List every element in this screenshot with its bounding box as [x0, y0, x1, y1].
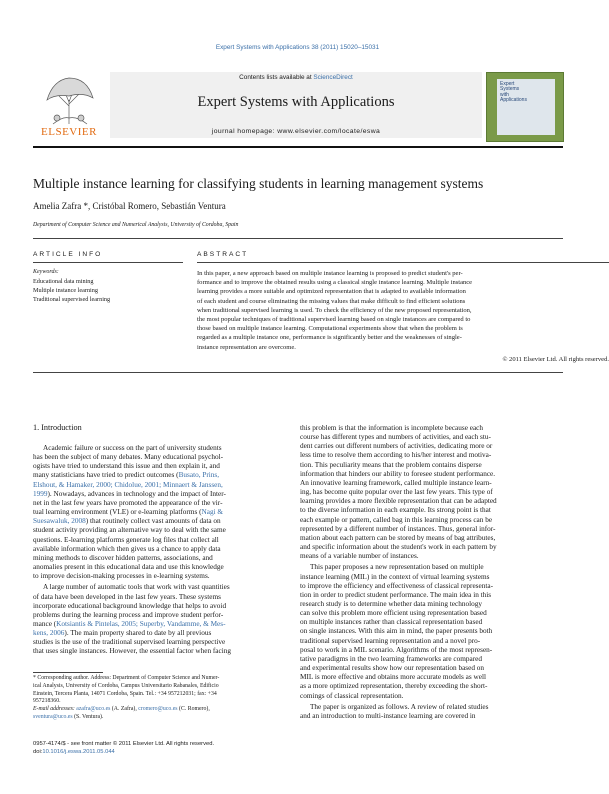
- contents-prefix: Contents lists available at: [239, 74, 314, 81]
- text-line: tion. This peculiarity means that the problem contains disperse: [300, 460, 482, 469]
- text-line: dent carries out different numbers of activities, dedicating more or: [300, 442, 493, 451]
- text-line: to improve decision-making processes in e-learning systems.: [33, 572, 210, 581]
- abstract-text: [197, 269, 609, 352]
- text-line: Academic failure or success on the part of university students: [43, 444, 222, 452]
- author-list: Amelia Zafra *, Cristóbal Romero, Sebastián Ventura: [33, 201, 226, 211]
- article-title: Multiple instance learning for classifying students in learning management systems: [33, 176, 484, 191]
- text-line: incorporate educational background knowledge that helps to avoid: [33, 601, 227, 610]
- text-line: comings of classical representation.: [300, 691, 404, 700]
- abstract-line: regarded as a multiple instance one, performance is significantly better and the weaknesses of single-: [197, 334, 462, 342]
- keyword-item: Multiple instance learning: [33, 287, 98, 294]
- citation-link[interactable]: Busato, Prins,: [178, 471, 220, 480]
- text-line: An innovative learning framework, called multiple instance learn-: [300, 478, 492, 487]
- citation-link[interactable]: kens, 2006: [33, 629, 65, 638]
- text-line: anomalies present in this educational data and use this knowledge: [33, 563, 224, 572]
- text-line: [33, 490, 283, 499]
- footnote: [33, 675, 283, 722]
- header-rule: [33, 146, 563, 148]
- footnote-line: ical Analysis, University of Cordoba, Campus Universitario Rabanales, Edificio: [33, 682, 219, 689]
- left-column: [33, 444, 283, 657]
- text-line: can solve this problem more efficient using representation based: [300, 609, 487, 618]
- text-line: course has different types and numbers of activities, and each stu-: [300, 433, 491, 442]
- text-line: each example or pattern, called bag in this learning process can be: [300, 515, 493, 524]
- text-line: mining methods to discover hidden patterns, associations, and: [33, 553, 213, 562]
- journal-reference[interactable]: Expert Systems with Applications 38 (2011) 15020–15031: [215, 44, 380, 51]
- footnote-line: Einstein, Tercera Planta, 14071 Cordoba, Spain. Tel.: +34 957212031; fax: +34: [33, 690, 217, 697]
- text-line: student activity providing an alternative way to deal with the same: [33, 526, 226, 535]
- text-span: mance (: [33, 619, 57, 628]
- footnote-line: 957218360.: [33, 698, 61, 705]
- right-column: [300, 424, 552, 721]
- email-owner: (S. Ventura).: [72, 713, 104, 720]
- divider: [33, 238, 563, 239]
- text-line: This paper proposes a new representation based on multiple: [310, 563, 484, 572]
- abstract-line: when traditional supervised learning is used. To check the efficiency of the new proposed representation,: [197, 306, 472, 314]
- text-line: to improve the efficiency and effectiveness of classical representa-: [300, 581, 493, 590]
- text-line: and experimental results show how our representation based on: [300, 664, 485, 673]
- doi-line: [33, 749, 313, 755]
- text-line: instance learning (MIL) in the context of virtual learning systems: [300, 572, 490, 581]
- text-line: posal to work in a MIL scenario. Algorithms of the most represen-: [300, 645, 493, 654]
- divider: [33, 372, 563, 373]
- divider: [33, 262, 183, 263]
- text-line: net in the last few years have promoted the appearance of the vir-: [33, 498, 223, 507]
- footnote-rule: [33, 672, 103, 673]
- journal-name: Expert Systems with Applications: [197, 94, 395, 110]
- citation-link[interactable]: Elshout, & Hamaker, 2000; Chidolue, 2001; Minnaert & Janssen,: [33, 480, 223, 489]
- text-line: [33, 508, 283, 517]
- text-line: traditional supervised learning representation and a novel pro-: [300, 636, 481, 645]
- divider: [197, 262, 609, 263]
- abstract-copyright: © 2011 Elsevier Ltd. All rights reserved.: [502, 356, 609, 363]
- email-owner: (A. Zafra),: [110, 706, 139, 713]
- journal-homepage: [110, 128, 482, 135]
- email-link[interactable]: cromero@uco.es: [138, 706, 178, 713]
- abstract-heading: ABSTRACT: [197, 251, 249, 258]
- text-line: of data have been developed in the last few years. These systems: [33, 592, 221, 601]
- text-line: [33, 620, 283, 629]
- text-span: ). The main property shared to date by all previous: [64, 629, 212, 638]
- text-line: this problem is that the information is incomplete because each: [300, 424, 484, 432]
- issn-line: 0957-4174/$ - see front matter © 2011 Elsevier Ltd. All rights reserved.: [33, 741, 215, 747]
- text-line: questions. E-learning platforms generate log files that collect all: [33, 535, 219, 544]
- abstract-line: the most popular techniques of traditional supervised learning based on single instances are compared to: [197, 316, 471, 324]
- text-line: information that hinders our ability to foresee student performance.: [300, 469, 496, 478]
- homepage-prefix: journal homepage:: [211, 128, 278, 135]
- abstract-line: those based on multiple instance learning. Computational experiments show that when the problem is: [197, 325, 463, 333]
- text-line: studies is the use of the traditional supervised learning perspective: [33, 638, 226, 647]
- text-line: learning provides a more flexible representation that can be adapted: [300, 497, 497, 506]
- text-line: research study is to determine whether data mining technology: [300, 599, 483, 608]
- text-line: tion in order to predict student performance. The main idea in this: [300, 590, 492, 599]
- text-line: MIL is more effective and obtains more accurate models as well: [300, 673, 487, 682]
- text-line: available information which then gives us a chance to apply data: [33, 544, 221, 553]
- text-line: that uses single instances. However, the essential factor when facing: [33, 647, 232, 656]
- text-line: to the diverse information in each example. Its strong point is that: [300, 506, 491, 515]
- text-line: as a more optimized representation, thereby exceeding the short-: [300, 682, 488, 691]
- text-line: mation about each pattern can be stored by means of bag attributes,: [300, 533, 496, 542]
- email-owner: (C. Romero),: [177, 706, 210, 713]
- text-line: [33, 517, 283, 526]
- citation-link[interactable]: Nagi &: [201, 508, 224, 517]
- footnote-line: * Corresponding author. Address: Department of Computer Science and Numer-: [33, 675, 220, 681]
- text-line: The paper is organized as follows. A review of related studies: [310, 702, 489, 711]
- citation-link[interactable]: 1999: [33, 489, 48, 498]
- text-line: on multiple instances rather than classical representation based: [300, 618, 483, 627]
- abstract-line: of each student and course eliminating the missing values that make difficult to find efficient solutions: [197, 297, 466, 305]
- text-line: represented by a different number of instances. Thus, general infor-: [300, 524, 496, 533]
- email-link[interactable]: sventura@uco.es: [33, 713, 73, 720]
- text-line: ogists have tried to understand this issue and then explain it, and: [33, 462, 220, 471]
- text-line: means of a variable number of instances.: [300, 552, 419, 561]
- keywords-label: Keywords:: [33, 269, 59, 275]
- publisher-name: ELSEVIER: [41, 126, 97, 138]
- abstract-line: formance and to improve the obtained results using a classical single instance learning. Multiple instance: [197, 279, 473, 287]
- keyword-item: Educational data mining: [33, 278, 94, 285]
- text-line: and an introduction to multi-instance learning are covered in: [300, 711, 476, 720]
- sciencedirect-link[interactable]: ScienceDirect: [313, 74, 353, 81]
- text-span: tual learning environment (VLE) or e-learning platforms (: [33, 508, 202, 517]
- doi-prefix: doi:: [33, 749, 43, 755]
- section-heading: 1. Introduction: [33, 423, 82, 432]
- keyword-item: Traditional supervised learning: [33, 296, 111, 303]
- abstract-line: instance representation are overcome.: [197, 343, 296, 351]
- cover-panel: [497, 79, 555, 135]
- citation-link[interactable]: Kotsiantis & Pintelas, 2005; Superby, Vandamme, & Mes-: [56, 619, 226, 628]
- text-span: many statisticians have tried to predict outcomes (: [33, 471, 179, 480]
- text-line: [33, 471, 283, 480]
- email-line: [33, 706, 283, 714]
- abstract-line: learning provides a more suitable and optimized representation that is adapted to available information: [197, 288, 466, 296]
- contents-line: [110, 74, 482, 81]
- text-line: A large number of automatic tools that work with vast quantities: [43, 583, 230, 592]
- article-info-heading: ARTICLE INFO: [33, 251, 103, 258]
- text-line: has been the subject of many debates. Many educational psychol-: [33, 453, 224, 462]
- cover-title: Expert Systems with Applications: [500, 81, 527, 104]
- email-line: [33, 714, 283, 722]
- text-line: ing, has become quite popular over the last few years. This type of: [300, 488, 493, 497]
- email-link[interactable]: azafra@uco.es: [76, 706, 111, 713]
- text-line: and specific information about the student's work in each pattern by: [300, 543, 497, 552]
- citation-link[interactable]: Suesawaluk, 2008: [33, 517, 86, 526]
- journal-cover-image: [486, 72, 564, 142]
- text-span: ). Nowadays, advances in technology and the impact of Inter-: [47, 489, 226, 498]
- doi-link[interactable]: 10.1016/j.eswa.2011.05.044: [42, 749, 115, 755]
- abstract-line: In this paper, a new approach based on multiple instance learning is proposed to predict student's per-: [197, 270, 463, 277]
- email-label: E-mail addresses:: [33, 706, 75, 713]
- text-line: on single instances. With this aim in mind, the paper presents both: [300, 627, 493, 636]
- affiliation: Department of Computer Science and Numerical Analysis, University of Cordoba, Spain: [33, 222, 239, 228]
- homepage-link[interactable]: www.elsevier.com/locate/eswa: [277, 128, 381, 135]
- text-line: tative paradigms in the two learning frameworks are compared: [300, 654, 482, 663]
- text-line: problems during the learning process and improve student perfor-: [33, 610, 224, 619]
- text-line: less time to resolve them according to his/her interest and motiva-: [300, 451, 492, 460]
- text-line: [33, 629, 283, 638]
- text-span: ) that routinely collect vast amounts of data on: [85, 517, 221, 526]
